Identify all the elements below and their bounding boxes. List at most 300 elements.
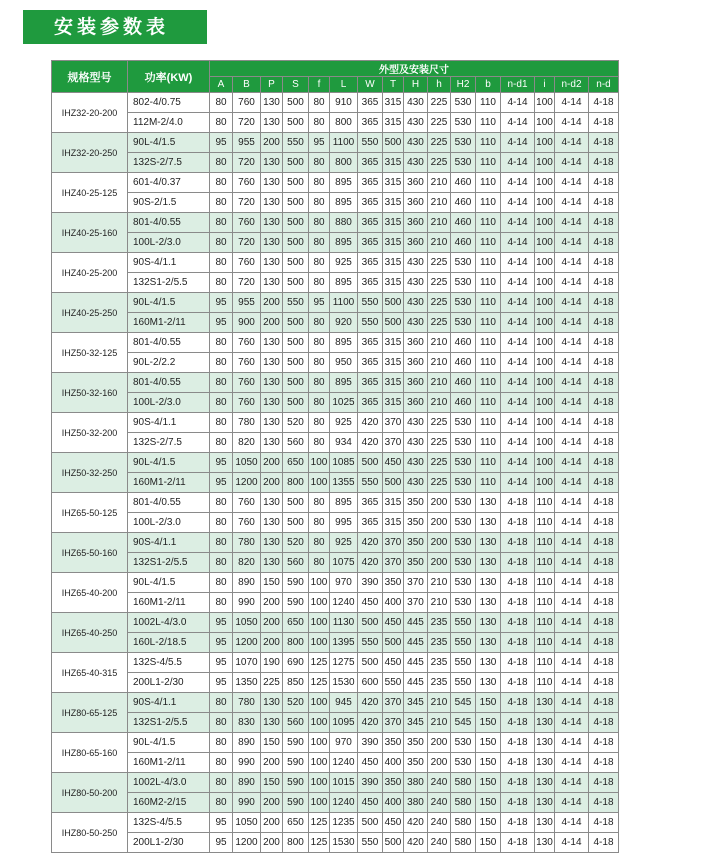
- dim-cell: 600: [358, 673, 383, 693]
- dim-cell: 360: [404, 213, 428, 233]
- dim-cell: 4-18: [589, 813, 619, 833]
- dim-cell: 590: [283, 753, 309, 773]
- power-cell: 200L1-2/30: [128, 673, 210, 693]
- dim-cell: 920: [330, 313, 358, 333]
- dim-cell: 100: [309, 593, 330, 613]
- dim-cell: 500: [283, 373, 309, 393]
- dim-cell: 550: [358, 633, 383, 653]
- dim-cell: 430: [404, 453, 428, 473]
- header-dim: f: [309, 77, 330, 93]
- dim-cell: 225: [428, 313, 451, 333]
- dim-cell: 365: [358, 93, 383, 113]
- dim-cell: 225: [428, 433, 451, 453]
- dim-cell: 200: [261, 833, 283, 853]
- dim-cell: 200: [428, 513, 451, 533]
- dim-cell: 100: [535, 313, 555, 333]
- dim-cell: 100: [535, 253, 555, 273]
- dim-cell: 890: [233, 773, 261, 793]
- dim-cell: 360: [404, 373, 428, 393]
- dim-cell: 970: [330, 573, 358, 593]
- dim-cell: 460: [451, 393, 476, 413]
- dim-cell: 550: [451, 613, 476, 633]
- dim-cell: 4-14: [555, 113, 589, 133]
- dim-cell: 130: [261, 213, 283, 233]
- dim-cell: 995: [330, 513, 358, 533]
- dim-cell: 80: [210, 113, 233, 133]
- dim-cell: 80: [309, 493, 330, 513]
- dim-cell: 130: [535, 713, 555, 733]
- dim-cell: 500: [283, 173, 309, 193]
- dim-cell: 365: [358, 253, 383, 273]
- dim-cell: 925: [330, 253, 358, 273]
- dim-cell: 210: [428, 213, 451, 233]
- dim-cell: 125: [309, 653, 330, 673]
- model-cell: IHZ50-32-160: [52, 373, 128, 413]
- power-cell: 160M1-2/11: [128, 593, 210, 613]
- dim-cell: 1355: [330, 473, 358, 493]
- dim-cell: 110: [535, 673, 555, 693]
- dim-cell: 80: [309, 173, 330, 193]
- dim-cell: 130: [476, 553, 501, 573]
- dim-cell: 420: [358, 533, 383, 553]
- dim-cell: 450: [358, 593, 383, 613]
- dim-cell: 200: [261, 753, 283, 773]
- dim-cell: 895: [330, 173, 358, 193]
- dim-cell: 1200: [233, 473, 261, 493]
- dim-cell: 200: [261, 633, 283, 653]
- dim-cell: 365: [358, 393, 383, 413]
- dim-cell: 370: [404, 573, 428, 593]
- dim-cell: 130: [261, 513, 283, 533]
- dim-cell: 4-18: [589, 793, 619, 813]
- dim-cell: 110: [476, 213, 501, 233]
- dim-cell: 315: [383, 353, 404, 373]
- dim-cell: 550: [451, 653, 476, 673]
- dim-cell: 4-14: [555, 453, 589, 473]
- dim-cell: 130: [261, 693, 283, 713]
- dim-cell: 4-14: [555, 413, 589, 433]
- dim-cell: 895: [330, 193, 358, 213]
- dim-cell: 500: [283, 333, 309, 353]
- dim-cell: 4-14: [555, 753, 589, 773]
- dim-cell: 450: [383, 813, 404, 833]
- dim-cell: 400: [383, 593, 404, 613]
- dim-cell: 4-14: [555, 793, 589, 813]
- power-cell: 200L1-2/30: [128, 833, 210, 853]
- dim-cell: 80: [210, 553, 233, 573]
- dim-cell: 210: [428, 693, 451, 713]
- power-cell: 90L-4/1.5: [128, 733, 210, 753]
- dim-cell: 4-14: [501, 93, 535, 113]
- dim-cell: 550: [358, 133, 383, 153]
- dim-cell: 100: [535, 293, 555, 313]
- power-cell: 160M1-2/11: [128, 753, 210, 773]
- dim-cell: 4-14: [501, 233, 535, 253]
- dim-cell: 130: [261, 713, 283, 733]
- dim-cell: 80: [309, 273, 330, 293]
- dim-cell: 225: [428, 293, 451, 313]
- dim-cell: 130: [476, 593, 501, 613]
- dim-cell: 315: [383, 333, 404, 353]
- model-cell: IHZ40-25-125: [52, 173, 128, 213]
- dim-cell: 200: [261, 593, 283, 613]
- dim-cell: 95: [210, 453, 233, 473]
- dim-cell: 350: [404, 533, 428, 553]
- dim-cell: 4-18: [589, 133, 619, 153]
- dim-cell: 500: [358, 653, 383, 673]
- dim-cell: 150: [476, 813, 501, 833]
- power-cell: 90S-4/1.1: [128, 533, 210, 553]
- dim-cell: 4-18: [501, 713, 535, 733]
- dim-cell: 200: [261, 313, 283, 333]
- dim-cell: 80: [210, 533, 233, 553]
- dim-cell: 1240: [330, 793, 358, 813]
- dim-cell: 225: [428, 453, 451, 473]
- dim-cell: 450: [358, 753, 383, 773]
- dim-cell: 4-18: [501, 793, 535, 813]
- dim-cell: 125: [309, 813, 330, 833]
- table-row: [52, 593, 619, 613]
- dim-cell: 130: [261, 373, 283, 393]
- dim-cell: 315: [383, 393, 404, 413]
- dim-cell: 315: [383, 273, 404, 293]
- dim-cell: 4-14: [501, 113, 535, 133]
- power-cell: 132S-2/7.5: [128, 433, 210, 453]
- dim-cell: 4-14: [501, 353, 535, 373]
- dim-cell: 100: [309, 613, 330, 633]
- dim-cell: 690: [283, 653, 309, 673]
- dim-cell: 430: [404, 413, 428, 433]
- dim-cell: 4-18: [589, 653, 619, 673]
- dim-cell: 370: [383, 553, 404, 573]
- table-row: [52, 413, 619, 433]
- dim-cell: 95: [210, 833, 233, 853]
- dim-cell: 500: [383, 473, 404, 493]
- dim-cell: 370: [404, 593, 428, 613]
- dim-cell: 720: [233, 113, 261, 133]
- dim-cell: 4-18: [589, 313, 619, 333]
- header-dims-group: 外型及安装尺寸: [210, 61, 619, 77]
- dim-cell: 430: [404, 253, 428, 273]
- dim-cell: 4-14: [501, 213, 535, 233]
- dim-cell: 4-14: [555, 593, 589, 613]
- power-cell: 132S1-2/5.5: [128, 713, 210, 733]
- dim-cell: 4-18: [501, 573, 535, 593]
- dim-cell: 530: [451, 433, 476, 453]
- dim-cell: 365: [358, 273, 383, 293]
- dim-cell: 390: [358, 773, 383, 793]
- dim-cell: 95: [210, 473, 233, 493]
- header-dim: A: [210, 77, 233, 93]
- dim-cell: 4-18: [501, 693, 535, 713]
- dim-cell: 150: [476, 753, 501, 773]
- dim-cell: 100: [309, 793, 330, 813]
- dim-cell: 420: [358, 433, 383, 453]
- page-title: 安装参数表: [54, 16, 170, 38]
- dim-cell: 225: [428, 473, 451, 493]
- dim-cell: 760: [233, 253, 261, 273]
- table-row: [52, 753, 619, 773]
- dim-cell: 4-14: [555, 773, 589, 793]
- dim-cell: 130: [476, 673, 501, 693]
- dim-cell: 895: [330, 493, 358, 513]
- model-cell: IHZ65-40-200: [52, 573, 128, 613]
- dim-cell: 110: [476, 333, 501, 353]
- dim-cell: 210: [428, 373, 451, 393]
- dim-cell: 720: [233, 273, 261, 293]
- dim-cell: 990: [233, 753, 261, 773]
- dim-cell: 850: [283, 673, 309, 693]
- dim-cell: 200: [261, 613, 283, 633]
- dim-cell: 100: [535, 413, 555, 433]
- dim-cell: 4-18: [589, 413, 619, 433]
- dim-cell: 500: [283, 393, 309, 413]
- dim-cell: 110: [535, 573, 555, 593]
- dim-cell: 80: [309, 233, 330, 253]
- dim-cell: 500: [283, 253, 309, 273]
- header-dim: B: [233, 77, 261, 93]
- table-row: [52, 553, 619, 573]
- dim-cell: 365: [358, 113, 383, 133]
- dim-cell: 360: [404, 353, 428, 373]
- dim-cell: 370: [383, 533, 404, 553]
- dim-cell: 550: [358, 293, 383, 313]
- power-cell: 112M-2/4.0: [128, 113, 210, 133]
- dim-cell: 365: [358, 373, 383, 393]
- dim-cell: 80: [309, 113, 330, 133]
- dim-cell: 500: [383, 313, 404, 333]
- dim-cell: 100: [309, 733, 330, 753]
- dim-cell: 990: [233, 593, 261, 613]
- dim-cell: 430: [404, 273, 428, 293]
- dim-cell: 760: [233, 333, 261, 353]
- dim-cell: 100: [535, 393, 555, 413]
- dim-cell: 445: [404, 613, 428, 633]
- dim-cell: 370: [383, 713, 404, 733]
- power-cell: 100L-2/3.0: [128, 393, 210, 413]
- dim-cell: 4-14: [501, 473, 535, 493]
- dim-cell: 130: [535, 693, 555, 713]
- dim-cell: 445: [404, 673, 428, 693]
- dim-cell: 200: [428, 733, 451, 753]
- dim-cell: 100: [535, 233, 555, 253]
- dim-cell: 530: [451, 533, 476, 553]
- header-dim: T: [383, 77, 404, 93]
- dim-cell: 150: [476, 793, 501, 813]
- dim-cell: 550: [383, 673, 404, 693]
- table-row: [52, 233, 619, 253]
- dim-cell: 80: [210, 193, 233, 213]
- dim-cell: 80: [210, 273, 233, 293]
- dim-cell: 4-14: [501, 153, 535, 173]
- dim-cell: 990: [233, 793, 261, 813]
- dim-cell: 530: [451, 133, 476, 153]
- model-cell: IHZ40-25-250: [52, 293, 128, 333]
- dim-cell: 780: [233, 693, 261, 713]
- dim-cell: 350: [404, 513, 428, 533]
- dim-cell: 780: [233, 413, 261, 433]
- dim-cell: 150: [476, 733, 501, 753]
- dim-cell: 80: [210, 233, 233, 253]
- dim-cell: 1025: [330, 393, 358, 413]
- title-bar: [23, 10, 207, 44]
- dim-cell: 460: [451, 193, 476, 213]
- dim-cell: 1530: [330, 673, 358, 693]
- dim-cell: 110: [535, 553, 555, 573]
- dim-cell: 110: [535, 493, 555, 513]
- table-row: [52, 353, 619, 373]
- header-power: 功率(KW): [128, 61, 210, 93]
- dim-cell: 545: [451, 713, 476, 733]
- dim-cell: 130: [535, 773, 555, 793]
- dim-cell: 4-18: [501, 813, 535, 833]
- dim-cell: 130: [535, 813, 555, 833]
- dim-cell: 4-14: [501, 393, 535, 413]
- dim-cell: 1130: [330, 613, 358, 633]
- header-dim: b: [476, 77, 501, 93]
- dim-cell: 200: [261, 473, 283, 493]
- dim-cell: 210: [428, 173, 451, 193]
- table-row: [52, 613, 619, 633]
- dim-cell: 880: [330, 213, 358, 233]
- table-row: [52, 833, 619, 853]
- dim-cell: 100: [309, 633, 330, 653]
- dim-cell: 95: [210, 133, 233, 153]
- power-cell: 802-4/0.75: [128, 93, 210, 113]
- dim-cell: 110: [476, 153, 501, 173]
- dim-cell: 760: [233, 353, 261, 373]
- dim-cell: 400: [383, 793, 404, 813]
- dim-cell: 4-14: [555, 293, 589, 313]
- dim-cell: 4-18: [589, 293, 619, 313]
- table-row: [52, 793, 619, 813]
- dim-cell: 530: [451, 93, 476, 113]
- dim-cell: 80: [309, 393, 330, 413]
- dim-cell: 350: [404, 753, 428, 773]
- dim-cell: 4-14: [555, 473, 589, 493]
- dim-cell: 130: [261, 353, 283, 373]
- dim-cell: 210: [428, 193, 451, 213]
- dim-cell: 530: [451, 413, 476, 433]
- dim-cell: 720: [233, 233, 261, 253]
- power-cell: 90L-4/1.5: [128, 573, 210, 593]
- table-header: [52, 61, 619, 93]
- dim-cell: 530: [451, 753, 476, 773]
- dim-cell: 895: [330, 373, 358, 393]
- dim-cell: 110: [476, 133, 501, 153]
- dim-cell: 315: [383, 213, 404, 233]
- header-dim: S: [283, 77, 309, 93]
- power-cell: 160M1-2/11: [128, 313, 210, 333]
- dim-cell: 580: [451, 773, 476, 793]
- model-cell: IHZ80-50-200: [52, 773, 128, 813]
- dim-cell: 4-18: [589, 193, 619, 213]
- dim-cell: 4-18: [589, 333, 619, 353]
- dim-cell: 500: [283, 313, 309, 333]
- dim-cell: 530: [451, 313, 476, 333]
- dim-cell: 110: [476, 193, 501, 213]
- dim-cell: 80: [210, 693, 233, 713]
- dim-cell: 150: [476, 713, 501, 733]
- dim-cell: 100: [535, 213, 555, 233]
- dim-cell: 4-14: [501, 333, 535, 353]
- table-row: [52, 633, 619, 653]
- dim-cell: 4-18: [589, 493, 619, 513]
- dim-cell: 1530: [330, 833, 358, 853]
- dim-cell: 365: [358, 513, 383, 533]
- dim-cell: 945: [330, 693, 358, 713]
- dim-cell: 110: [476, 393, 501, 413]
- dim-cell: 4-18: [589, 713, 619, 733]
- dim-cell: 100: [309, 573, 330, 593]
- dim-cell: 460: [451, 333, 476, 353]
- dim-cell: 235: [428, 613, 451, 633]
- dim-cell: 4-14: [555, 153, 589, 173]
- power-cell: 132S-4/5.5: [128, 653, 210, 673]
- dim-cell: 4-14: [501, 413, 535, 433]
- dim-cell: 4-14: [501, 173, 535, 193]
- dim-cell: 360: [404, 393, 428, 413]
- dim-cell: 4-18: [501, 613, 535, 633]
- dim-cell: 100: [309, 753, 330, 773]
- dim-cell: 430: [404, 133, 428, 153]
- dim-cell: 530: [451, 473, 476, 493]
- header-dim: n-d: [589, 77, 619, 93]
- power-cell: 160M2-2/15: [128, 793, 210, 813]
- dim-cell: 4-14: [555, 213, 589, 233]
- dim-cell: 550: [451, 633, 476, 653]
- dim-cell: 1200: [233, 833, 261, 853]
- power-cell: 90S-4/1.1: [128, 413, 210, 433]
- dim-cell: 4-14: [555, 393, 589, 413]
- dim-cell: 950: [330, 353, 358, 373]
- dim-cell: 4-14: [555, 93, 589, 113]
- dim-cell: 130: [535, 753, 555, 773]
- dim-cell: 130: [261, 493, 283, 513]
- dim-cell: 80: [309, 313, 330, 333]
- dim-cell: 100: [535, 473, 555, 493]
- dim-cell: 530: [451, 493, 476, 513]
- dim-cell: 110: [476, 253, 501, 273]
- dim-cell: 95: [210, 633, 233, 653]
- dim-cell: 934: [330, 433, 358, 453]
- dim-cell: 500: [358, 613, 383, 633]
- dim-cell: 580: [451, 833, 476, 853]
- table-row: [52, 153, 619, 173]
- dim-cell: 365: [358, 333, 383, 353]
- dim-cell: 4-14: [555, 713, 589, 733]
- table-row: [52, 693, 619, 713]
- model-cell: IHZ65-40-315: [52, 653, 128, 693]
- dim-cell: 590: [283, 733, 309, 753]
- dim-cell: 350: [383, 573, 404, 593]
- header-dim: n-d2: [555, 77, 589, 93]
- dim-cell: 800: [283, 633, 309, 653]
- dim-cell: 95: [210, 653, 233, 673]
- dim-cell: 4-18: [589, 433, 619, 453]
- dim-cell: 240: [428, 833, 451, 853]
- dim-cell: 350: [404, 733, 428, 753]
- dim-cell: 1235: [330, 813, 358, 833]
- dim-cell: 240: [428, 773, 451, 793]
- dim-cell: 150: [261, 733, 283, 753]
- dim-cell: 130: [261, 413, 283, 433]
- table-row: [52, 313, 619, 333]
- dim-cell: 315: [383, 373, 404, 393]
- header-dim: H2: [451, 77, 476, 93]
- model-cell: IHZ40-25-200: [52, 253, 128, 293]
- dim-cell: 130: [261, 433, 283, 453]
